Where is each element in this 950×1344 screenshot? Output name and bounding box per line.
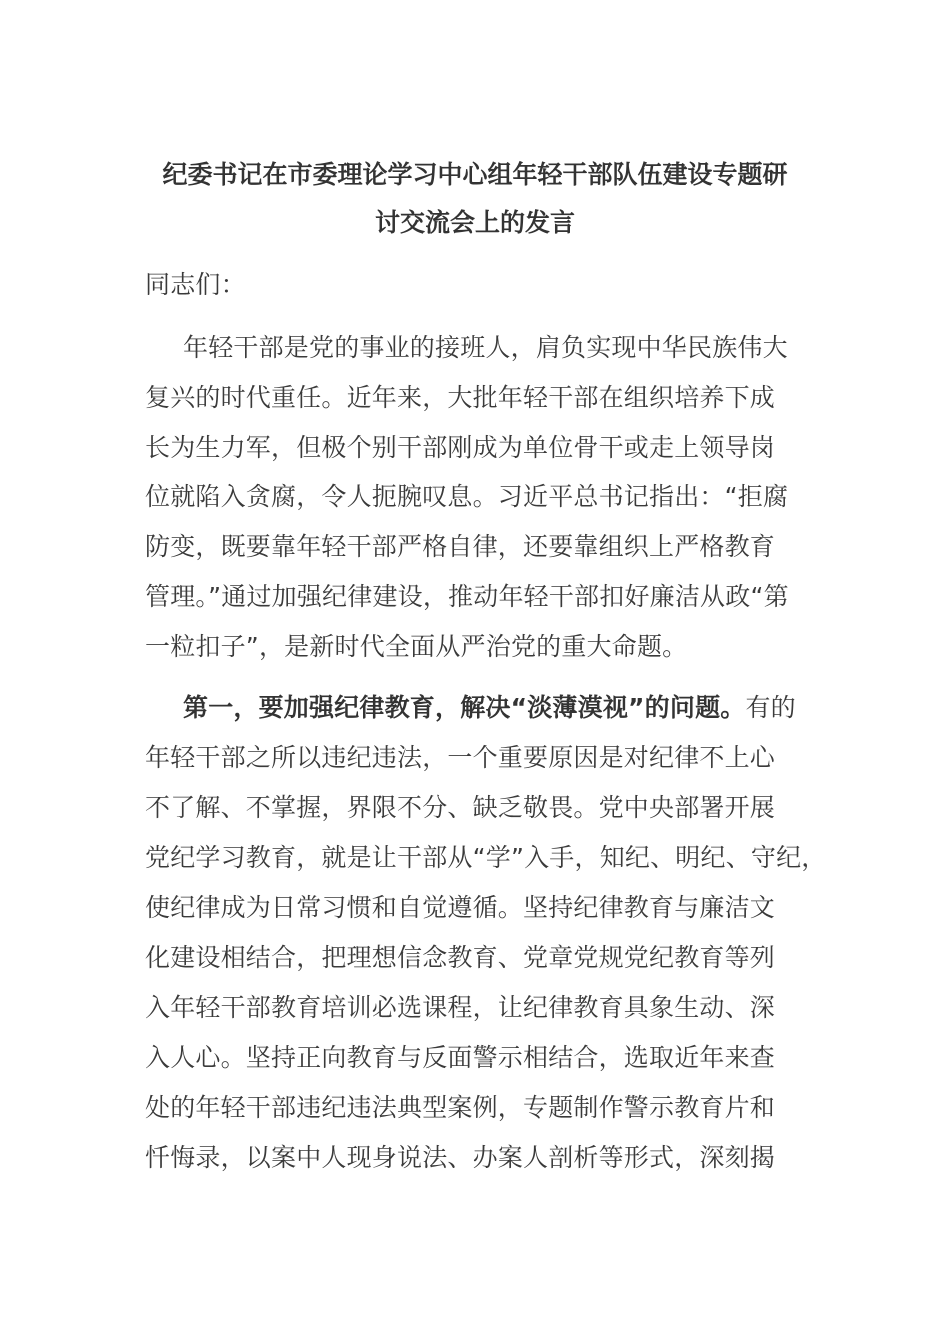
paragraph-line: 防变，既要靠年轻干部严格自律，还要靠组织上严格教育 (145, 532, 776, 561)
paragraph-line: 年轻干部之所以违纪违法，一个重要原因是对纪律不上心 (145, 743, 776, 772)
paragraph-line: 忏悔录，以案中人现身说法、办案人剖析等形式，深刻揭 (145, 1143, 776, 1172)
document-title-line-1: 纪委书记在市委理论学习中心组年轻干部队伍建设专题研 (162, 160, 788, 189)
paragraph-line: 不了解、不掌握，界限不分、缺乏敬畏。党中央部署开展 (145, 793, 776, 822)
paragraph-line: 年轻干部是党的事业的接班人，肩负实现中华民族伟大 (183, 333, 788, 362)
paragraph-line: 化建设相结合，把理想信念教育、党章党规党纪教育等列 (145, 943, 776, 972)
paragraph-line: 位就陷入贪腐，令人扼腕叹息。习近平总书记指出：“拒腐 (145, 482, 789, 511)
section-heading: 第一，要加强纪律教育，解决“淡薄漠视”的问题。 (183, 693, 746, 722)
paragraph-line: 使纪律成为日常习惯和自觉遵循。坚持纪律教育与廉洁文 (145, 893, 776, 922)
paragraph-line: 入人心。坚持正向教育与反面警示相结合，选取近年来查 (145, 1043, 776, 1072)
paragraph-line: 长为生力军，但极个别干部刚成为单位骨干或走上领导岗 (145, 433, 776, 462)
salutation: 同志们： (145, 270, 246, 299)
paragraph-line: 党纪学习教育，就是让干部从“学”入手，知纪、明纪、守纪， (145, 843, 827, 872)
paragraph-line: 管理。”通过加强纪律建设，推动年轻干部扣好廉洁从政“第 (145, 582, 789, 611)
paragraph-line: 一粒扣子”，是新时代全面从严治党的重大命题。 (145, 632, 688, 661)
paragraph-line: 入年轻干部教育培训必选课程，让纪律教育具象生动、深 (145, 993, 776, 1022)
paragraph-line: 处的年轻干部违纪违法典型案例，专题制作警示教育片和 (145, 1093, 776, 1122)
paragraph-line (183, 693, 863, 723)
paragraph-text: 有的 (745, 693, 796, 722)
paragraph-line: 复兴的时代重任。近年来，大批年轻干部在组织培养下成 (145, 383, 776, 412)
document-title-line-2: 讨交流会上的发言 (374, 208, 575, 237)
